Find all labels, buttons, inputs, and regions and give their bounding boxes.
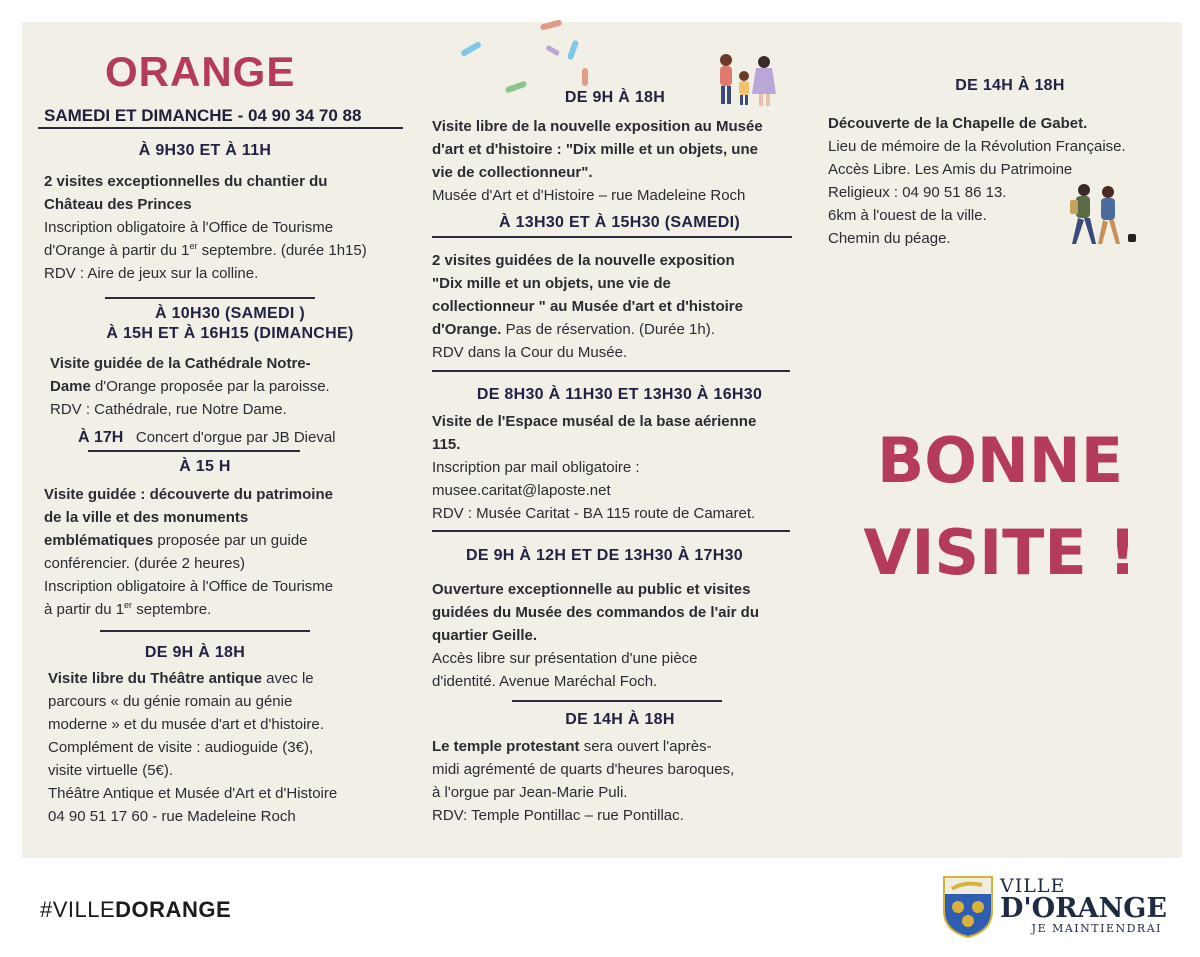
event-text: conférencier. (durée 2 heures) <box>44 555 245 572</box>
section-heading: DE 9H À 18H <box>564 89 666 106</box>
event-text: septembre. (durée 1h15) <box>197 242 367 259</box>
event-text: RDV : Cathédrale, rue Notre Dame. <box>50 401 287 418</box>
event-title: vie de collectionneur". <box>432 164 593 181</box>
event-expo-guidee <box>432 249 812 364</box>
event-title: Le temple protestant <box>432 738 580 755</box>
logo-motto: JE MAINTIENDRAI <box>1031 922 1162 935</box>
event-theatre <box>48 667 393 828</box>
event-text: Inscription obligatoire à l'Office de Tourisme <box>44 219 334 236</box>
event-text: RDV dans la Cour du Musée. <box>432 344 628 361</box>
event-text: visite virtuelle (5€). <box>48 762 174 779</box>
event-title: Découverte de la Chapelle de Gabet. <box>828 115 1088 132</box>
event-title: d'art et d'histoire : "Dix mille et un objets, une <box>432 141 758 158</box>
event-chateau <box>44 170 374 285</box>
event-text: Religieux : 04 90 51 86 13. <box>828 184 1007 201</box>
event-title: 2 visites exceptionnelles du chantier du Château des Princes <box>44 173 328 213</box>
event-text: 04 90 51 17 60 - rue Madeleine Roch <box>48 808 296 825</box>
event-text: Pas de réservation. (Durée 1h). <box>501 321 715 338</box>
event-title: Visite libre de la nouvelle exposition au Musée <box>432 118 763 135</box>
event-text: Chemin du péage. <box>828 230 951 247</box>
coat-of-arms-icon <box>942 875 994 939</box>
event-text: Accès Libre. Les Amis du Patrimoine <box>828 161 1073 178</box>
event-text: d'identité. Avenue Maréchal Foch. <box>432 673 658 690</box>
divider <box>432 370 790 372</box>
event-title: Dame <box>50 378 91 395</box>
event-text: RDV : Musée Caritat - BA 115 route de Camaret. <box>432 505 756 522</box>
event-title: quartier Geille. <box>432 627 538 644</box>
superscript: er <box>124 600 133 610</box>
event-patrimoine <box>44 483 384 621</box>
event-text: Complément de visite : audioguide (3€), <box>48 739 314 756</box>
event-chapelle <box>828 112 1168 250</box>
event-text: avec le <box>261 670 314 687</box>
section-heading: DE 9H À 18H <box>144 644 246 661</box>
divider <box>512 700 722 702</box>
event-title: Ouverture exceptionnelle au public et visites <box>432 581 751 598</box>
section-heading: DE 8H30 À 11H30 ET 13H30 À 16H30 <box>476 386 763 403</box>
event-text: Lieu de mémoire de la Révolution Française. <box>828 138 1126 155</box>
section-heading: À 15 H <box>179 458 231 475</box>
city-logo <box>1000 875 1167 935</box>
divider <box>100 630 310 632</box>
event-text: Concert d'orgue par JB Dieval <box>135 429 336 446</box>
hashtag <box>40 897 231 923</box>
divider <box>432 530 790 532</box>
section-heading: À 9H30 ET À 11H <box>138 142 272 159</box>
event-commandos <box>432 578 812 693</box>
hashtag-bold: DORANGE <box>115 897 232 922</box>
event-text: moderne » et du musée d'art et d'histoire. <box>48 716 324 733</box>
bonne-visite-slogan <box>840 415 1160 599</box>
section-heading: DE 14H À 18H <box>955 77 1065 94</box>
event-text: à l'orgue par Jean-Marie Puli. <box>432 784 628 801</box>
divider <box>105 297 315 299</box>
event-text: RDV : Aire de jeux sur la colline. <box>44 265 259 282</box>
event-title: guidées du Musée des commandos de l'air du <box>432 604 759 621</box>
event-text: sera ouvert l'après- <box>579 738 712 755</box>
divider <box>88 450 300 452</box>
event-cathedrale <box>50 352 390 421</box>
superscript: er <box>189 241 198 251</box>
event-text: Accès libre sur présentation d'une pièce <box>432 650 698 667</box>
section-heading: À 15H ET À 16H15 (DIMANCHE) <box>106 325 354 342</box>
event-text: parcours « du génie romain au génie <box>48 693 293 710</box>
event-expo-libre <box>432 115 812 207</box>
event-title: 115. <box>432 436 461 453</box>
section-heading: DE 9H À 12H ET DE 13H30 À 17H30 <box>466 547 743 564</box>
event-text: d'Orange proposée par la paroisse. <box>90 378 330 395</box>
section-heading: DE 14H À 18H <box>565 711 675 728</box>
event-text: RDV: Temple Pontillac – rue Pontillac. <box>432 807 684 824</box>
hashtag-prefix: #VILLE <box>40 897 116 922</box>
divider <box>38 127 403 129</box>
event-text: midi agrémenté de quarts d'heures baroques, <box>432 761 735 778</box>
event-temple <box>432 735 812 827</box>
event-concert <box>78 426 398 449</box>
divider <box>432 236 792 238</box>
section-heading: À 13H30 ET À 15H30 (SAMEDI) <box>498 214 741 231</box>
event-title: Visite de l'Espace muséal de la base aérienne <box>432 413 757 430</box>
event-base-aerienne <box>432 410 812 525</box>
event-title: emblématiques <box>44 532 154 549</box>
logo-name: D'ORANGE <box>1000 893 1167 924</box>
slogan-line: BONNE <box>876 424 1124 497</box>
logo-ville: VILLE <box>1000 875 1066 897</box>
event-text: 6km à l'ouest de la ville. <box>828 207 987 224</box>
event-text: Inscription obligatoire à l'Office de Tourisme <box>44 578 334 595</box>
event-title: Visite libre du Théâtre antique <box>48 670 262 687</box>
event-title: Visite guidée : découverte du patrimoine <box>44 486 333 503</box>
event-text: Musée d'Art et d'Histoire – rue Madeleine Roch <box>432 187 746 204</box>
event-title: 2 visites guidées de la nouvelle exposition <box>432 252 735 269</box>
event-title: de la ville et des monuments <box>44 509 249 526</box>
event-text: Théâtre Antique et Musée d'Art et d'Histoire <box>48 785 338 802</box>
event-text: proposée par un guide <box>153 532 308 549</box>
event-title: collectionneur " au Musée d'art et d'histoire <box>432 298 743 315</box>
event-title: Visite guidée de la Cathédrale Notre- <box>50 355 311 372</box>
concert-time: À 17H <box>78 429 124 446</box>
weekend-phone-line: SAMEDI ET DIMANCHE - 04 90 34 70 88 <box>44 106 362 125</box>
event-text: Inscription par mail obligatoire : <box>432 459 640 476</box>
event-title: d'Orange. <box>432 321 502 338</box>
event-text: à partir du 1 <box>44 601 125 618</box>
event-text: septembre. <box>132 601 212 618</box>
city-title: ORANGE <box>105 48 296 95</box>
slogan-line: VISITE ! <box>863 516 1137 589</box>
event-title: "Dix mille et un objets, une vie de <box>432 275 671 292</box>
section-heading: À 10H30 (SAMEDI ) <box>154 305 306 322</box>
email-text: musee.caritat@laposte.net <box>432 482 611 499</box>
event-text: d'Orange à partir du 1 <box>44 242 190 259</box>
